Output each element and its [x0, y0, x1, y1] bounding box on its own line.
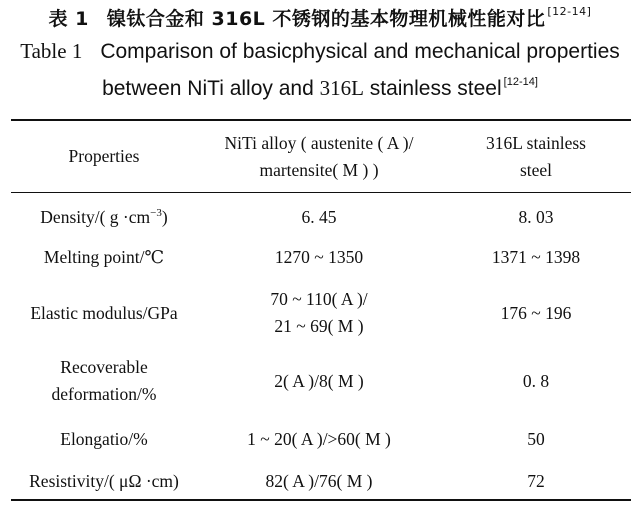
table-row-elongation-property: [11, 420, 197, 458]
density-steel-value: 8. 03: [518, 206, 554, 227]
table-number-chinese: 表 1: [48, 8, 89, 30]
table-number-english: Table 1: [20, 39, 83, 63]
header-niti-line1: NiTi alloy ( austenite ( A )/: [224, 132, 414, 153]
resistivity-label: Resistivity/( μΩ ·cm): [29, 470, 179, 491]
elastic-steel-value: 176 ~ 196: [500, 302, 572, 323]
recoverable-steel-value: 0. 8: [522, 370, 550, 391]
table-row-elastic-property: [11, 283, 197, 343]
table-header-rule: [11, 192, 631, 193]
header-steel-line1: 316L stainless: [486, 132, 586, 153]
melting-steel-value: 1371 ~ 1398: [491, 246, 581, 267]
table-row-melting-niti: [197, 238, 441, 276]
table-row-melting-property: [11, 238, 197, 276]
table-row-resistivity-property: [11, 462, 197, 500]
density-niti-value: 6. 45: [301, 206, 337, 227]
table-title-chinese: 镍钛合金和 316L 不锈钢的基本物理机械性能对比: [106, 8, 546, 30]
header-316l-steel: [441, 121, 631, 192]
citation-chinese: [12-14]: [547, 5, 592, 18]
elongation-label: Elongatio/%: [60, 428, 148, 449]
density-label-close: ): [161, 206, 168, 227]
table-row-resistivity-niti: [197, 462, 441, 500]
table-caption-english-line1: [0, 39, 640, 64]
elongation-niti-value: 1 ~ 20( A )/>60( M ): [247, 428, 391, 449]
table-row-elongation-niti: [197, 420, 441, 458]
elastic-label: Elastic modulus/GPa: [30, 302, 178, 323]
density-label: Density/( g ·cm: [40, 206, 151, 227]
header-niti-line2: martensite( M ) ): [259, 159, 379, 180]
header-steel-line2: steel: [519, 159, 553, 180]
elastic-niti-austenite: 70 ~ 110( A )/: [270, 289, 368, 309]
melting-niti-value: 1270 ~ 1350: [274, 246, 364, 267]
density-exponent: −3: [150, 206, 162, 219]
table-row-melting-steel: [441, 238, 631, 276]
table-row-elastic-steel: [441, 283, 631, 343]
elastic-niti-martensite: 21 ~ 69( M ): [274, 316, 364, 336]
recoverable-niti-value: 2( A )/8( M ): [274, 370, 364, 391]
table-row-elongation-steel: [441, 420, 631, 458]
table-row-resistivity-steel: [441, 462, 631, 500]
resistivity-niti-value: 82( A )/76( M ): [265, 470, 373, 491]
table-caption-chinese: [0, 4, 640, 31]
header-properties: [11, 121, 197, 192]
table-row-recoverable-property: [11, 351, 197, 411]
table-row-density-niti: [197, 198, 441, 236]
table-caption-english-line2: [0, 76, 640, 101]
table-title-english-line1: Comparison of basicphysical and mechanical properties: [100, 40, 620, 63]
table-title-english-line2-suffix: stainless steel: [363, 77, 502, 100]
table-title-english-line2-number: 316L: [319, 76, 364, 100]
recoverable-label-line1: Recoverable: [60, 357, 148, 377]
elongation-steel-value: 50: [527, 428, 545, 449]
melting-label: Melting point/℃: [43, 246, 165, 267]
table-row-elastic-niti: [197, 283, 441, 343]
table-row-recoverable-steel: [441, 351, 631, 411]
header-properties-line1: Properties: [68, 146, 140, 166]
table-row-recoverable-niti: [197, 351, 441, 411]
table-row-density-steel: [441, 198, 631, 236]
table-title-english-line2-prefix: between NiTi alloy and: [102, 77, 320, 100]
citation-english: [12-14]: [503, 76, 538, 88]
resistivity-steel-value: 72: [527, 470, 545, 491]
header-niti-alloy: [197, 121, 441, 192]
recoverable-label-line2: deformation/%: [51, 384, 157, 404]
table-row-density-property: [11, 198, 197, 236]
